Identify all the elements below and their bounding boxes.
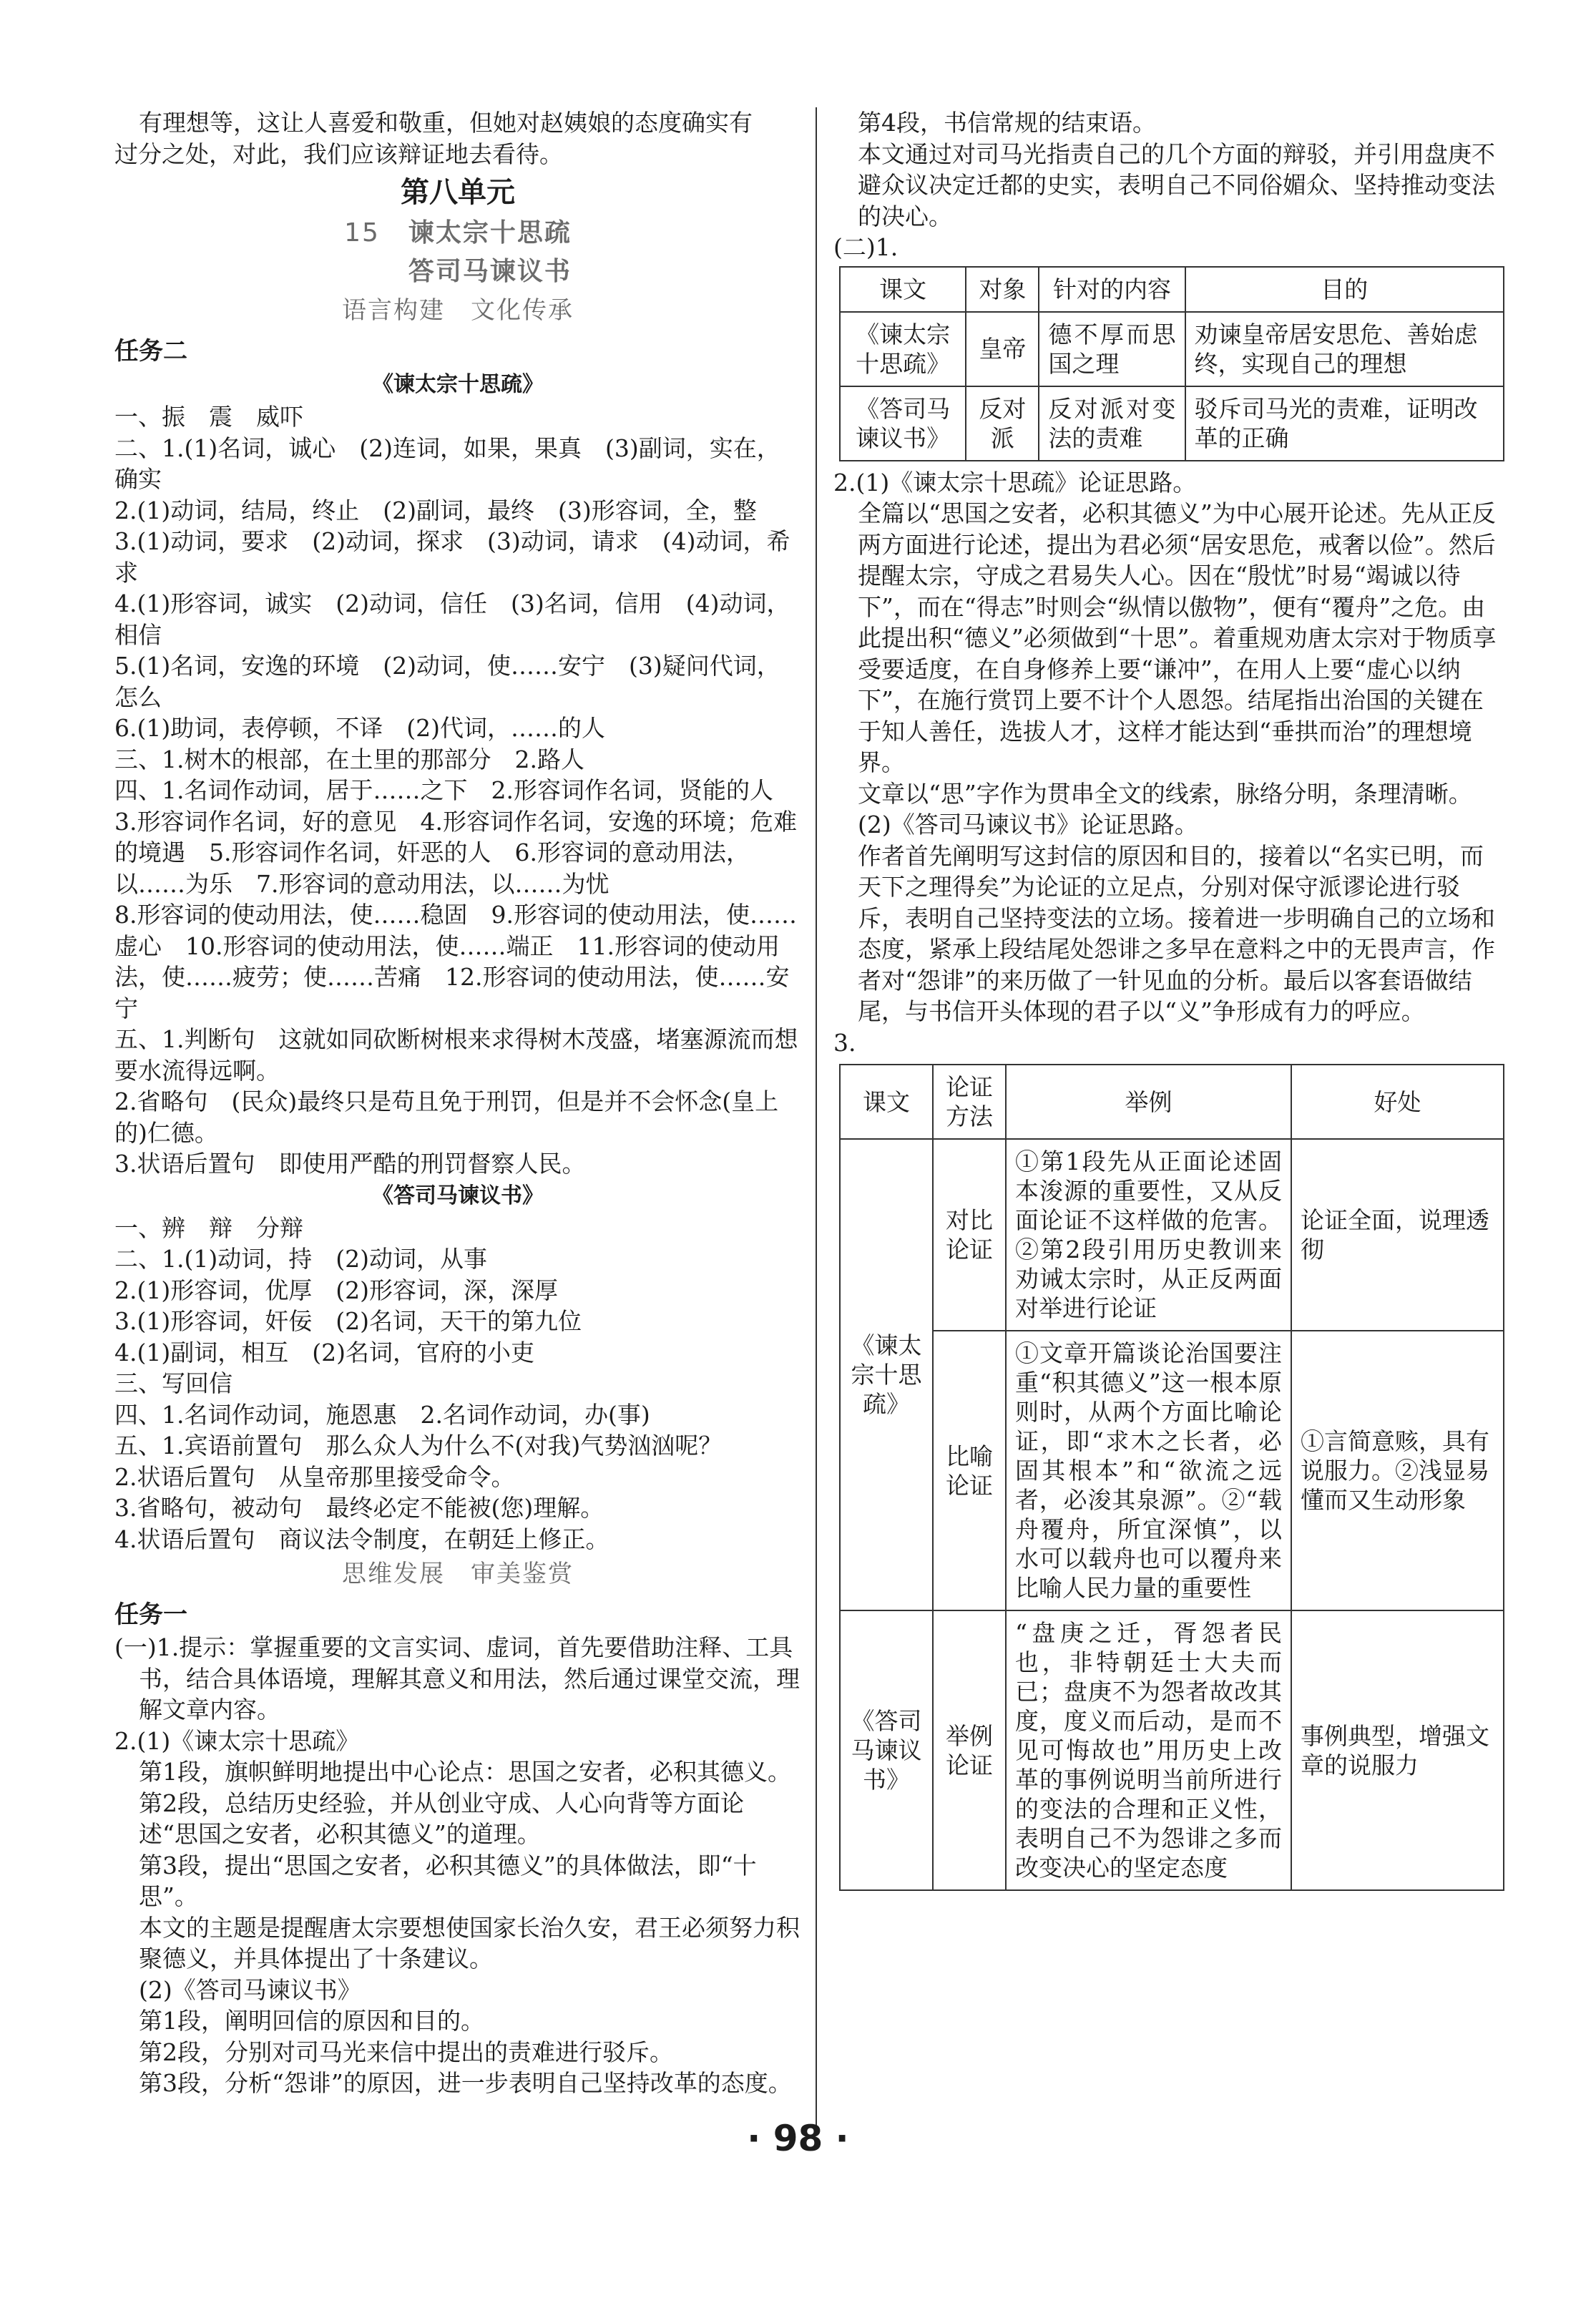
table-row bbox=[840, 1610, 1504, 1890]
table-cell: 事例典型，增强文章的说服力 bbox=[1291, 1610, 1504, 1890]
page-number: · 98 · bbox=[747, 2118, 849, 2159]
book-heading-da: 《答司马谏议书》 bbox=[372, 1183, 544, 1208]
table-header-row bbox=[840, 267, 1504, 312]
paragraph-summary: 第1段，阐明回信的原因和目的。 bbox=[139, 2007, 484, 2035]
q2-label: 2.(1)《谏太宗十思疏》论证思路。 bbox=[833, 468, 1197, 497]
table-header-cell: 课文 bbox=[840, 267, 966, 312]
table-cell: ①第1段先从正面论述固本浚源的重要性，又从反面论证不这样做的危害。②第2段引用历史教训来劝诫太宗时，从正反两面对举进行论证 bbox=[1006, 1139, 1291, 1331]
right-column bbox=[833, 107, 1502, 1891]
answer-line: 6.(1)助词，表停顿，不译 (2)代词，……的人 bbox=[114, 714, 605, 742]
column-divider bbox=[816, 107, 817, 2132]
table-header-cell: 目的 bbox=[1185, 267, 1504, 312]
answer-line: 2.(1)动词，结局，终止 (2)副词，最终 (3)形容词，全，整 bbox=[114, 496, 757, 524]
argument-paragraph: 作者首先阐明写这封信的原因和目的，接着以“名实已明，而天下之理得矣”为论证的立足点，分别对保守派谬论进行驳斥，表明自己坚持变法的立场。接着进一步明确自己的立场和态度，紧承上段结尾处怨诽之多早在意料之中的无畏声言，作者对“怨诽”的来历做了一针见血的分析。最后以客套语做结尾，与书信开头体现的君子以“义”争形成有力的呼应。 bbox=[858, 841, 1495, 1025]
table-row bbox=[840, 1139, 1504, 1331]
table-cell: 《答司马谏议书》 bbox=[840, 1610, 933, 1890]
table-header-cell: 针对的内容 bbox=[1039, 267, 1185, 312]
q1-label: (二)1. bbox=[833, 233, 899, 261]
answer-line: 一、辨 辩 分辩 bbox=[114, 1213, 303, 1242]
table-row bbox=[840, 386, 1504, 461]
paragraph-summary: 本文的主题是提醒唐太宗要想使国家长治久安，君王必须努力积聚德义，并具体提出了十条建议。 bbox=[139, 1913, 800, 1972]
answer-line: 2.状语后置句 从皇帝那里接受命令。 bbox=[114, 1462, 515, 1491]
answer-line: 3.(1)形容词，奸佞 (2)名词，天干的第九位 bbox=[114, 1307, 582, 1335]
table-cell: 劝谏皇帝居安思危、善始虑终，实现自己的理想 bbox=[1185, 312, 1504, 386]
table-header-cell: 对象 bbox=[966, 267, 1039, 312]
intro-line-1: 有理想等，这让人喜爱和敬重，但她对赵姨娘的态度确实有 bbox=[139, 109, 753, 137]
task-one-heading: 任务一 bbox=[114, 1600, 187, 1629]
table-cell: 论证全面，说理透彻 bbox=[1291, 1139, 1504, 1331]
table-cell: 反对派对变法的责难 bbox=[1039, 386, 1185, 461]
answer-line: 二、1.(1)名词，诚心 (2)连词，如果，果真 (3)副词，实在，确实 bbox=[114, 434, 780, 493]
intro-line-2: 过分之处，对此，我们应该辩证地去看待。 bbox=[114, 140, 563, 168]
book-heading-jian: 《谏太宗十思疏》 bbox=[372, 372, 544, 397]
answer-line: 二、1.(1)动词，持 (2)动词，从事 bbox=[114, 1245, 487, 1273]
answer-line: 五、1.判断句 这就如同砍断树根来求得树木茂盛，堵塞源流而想要水流得远啊。 bbox=[114, 1025, 798, 1085]
q2-label: 2.(1)《谏太宗十思疏》 bbox=[114, 1726, 360, 1755]
argument-paragraph: 全篇以“思国之安者，必积其德义”为中心展开论述。先从正反两方面进行论述，提出为君必须“居安思危，戒奢以俭”。然后提醒太宗，守成之君易失人心。因在“殷忧”时易“竭诚以待下”，而在“得志”时则会“纵情以傲物”，便有“覆舟”之危。由此提出积“德义”必须做到“十思”。着重规劝唐太宗对于物质享受要适度，在自身修养上要“谦冲”，在用人上要“虚心以纳下”，在施行赏罚上要不计个人恩怨。结尾指出治国的关键在于知人善任，选拔人才，这样才能达到“垂拱而治”的理想境界。 bbox=[858, 499, 1497, 776]
table-cell: “盘庚之迁，胥怨者民也，非特朝廷士大夫而已；盘庚不为怨者故改其度，度义而后动，是而不见可悔故也”用历史上改革的事例说明当前所进行的变法的合理和正义性，表明自己不为怨诽之多而改变决心的坚定态度 bbox=[1006, 1610, 1291, 1890]
answer-line: 4.(1)形容词，诚实 (2)动词，信任 (3)名词，信用 (4)动词，相信 bbox=[114, 590, 790, 649]
lesson-title-2 bbox=[114, 253, 801, 291]
answer-line: 5.(1)名词，安逸的环境 (2)动词，使……安宁 (3)疑问代词，怎么 bbox=[114, 652, 780, 711]
section-heading-thinking: 思维发展 审美鉴赏 bbox=[342, 1560, 574, 1588]
lesson-number: 15 bbox=[344, 218, 380, 248]
table-header-cell: 好处 bbox=[1291, 1065, 1504, 1139]
table-cell: 驳斥司马光的责难，证明改革的正确 bbox=[1185, 386, 1504, 461]
paragraph-summary: 第4段，书信常规的结束语。 bbox=[858, 109, 1156, 137]
table-row bbox=[840, 312, 1504, 386]
section-heading-language: 语言构建 文化传承 bbox=[342, 296, 574, 325]
answer-line: 四、1.名词作动词，居于……之下 2.形容词作名词，贤能的人 3.形容词作名词，好的意见 4.形容词作名词，安逸的环境；危难的境遇 5.形容词作名词，奸恶的人 6.形容词的意动用法，以……为乐 7.形容词的意动用法，以……为忧 bbox=[114, 776, 797, 898]
lesson-title-1 bbox=[114, 214, 801, 253]
argument-method-table bbox=[839, 1064, 1504, 1891]
table-cell: ①言简意赅，具有说服力。②浅显易懂而又生动形象 bbox=[1291, 1331, 1504, 1610]
paragraph-summary: 本文通过对司马光指责自己的几个方面的辩驳，并引用盘庚不避众议决定迁都的史实，表明自己不同俗媚众、坚持推动变法的决心。 bbox=[858, 140, 1495, 230]
paragraph-summary: 第2段，分别对司马光来信中提出的责难进行驳斥。 bbox=[139, 2038, 673, 2066]
answer-line: 五、1.宾语前置句 那么众人为什么不(对我)气势汹汹呢？ bbox=[114, 1432, 723, 1459]
table-cell: 反对派 bbox=[966, 386, 1039, 461]
left-column bbox=[114, 107, 801, 2099]
tips-paragraph: (一)1.提示：掌握重要的文言实词、虚词，首先要借助注释、工具书，结合具体语境，理解其意义和用法，然后通过课堂交流，理解文章内容。 bbox=[114, 1633, 800, 1723]
answer-line: 3.状语后置句 即使用严酷的刑罚督察人民。 bbox=[114, 1150, 586, 1178]
q2-label-2: (2)《答司马谏议书》论证思路。 bbox=[858, 811, 1198, 838]
table-row bbox=[840, 1331, 1504, 1610]
answer-line: 3.省略句，被动句 最终必定不能被(您)理解。 bbox=[114, 1494, 604, 1522]
table-header-cell: 举例 bbox=[1006, 1065, 1291, 1139]
q3-label: 3. bbox=[833, 1028, 856, 1057]
answer-line: 三、写回信 bbox=[114, 1369, 232, 1397]
table-header-cell: 论证方法 bbox=[933, 1065, 1006, 1139]
answer-line: 2.省略句 (民众)最终只是苟且免于刑罚，但是并不会怀念(皇上的)仁德。 bbox=[114, 1087, 779, 1147]
table-cell: 《答司马谏议书》 bbox=[840, 386, 966, 461]
answer-line: 3.(1)动词，要求 (2)动词，探求 (3)动词，请求 (4)动词，希求 bbox=[114, 527, 790, 587]
paragraph-summary: 第3段，提出“思国之安者，必积其德义”的具体做法，即“十思”。 bbox=[139, 1851, 757, 1910]
lesson-title-text-1: 谏太宗十思疏 bbox=[408, 218, 572, 248]
table-header-row bbox=[840, 1065, 1504, 1139]
unit-title: 第八单元 bbox=[401, 176, 515, 209]
table-cell: 《谏太宗十思疏》 bbox=[840, 1139, 933, 1610]
table-cell: ①文章开篇谈论治国要注重“积其德义”这一根本原则时，从两个方面比喻论证，即“求木之长者，必固其根本”和“欲流之远者，必浚其泉源”。②“载舟覆舟，所宜深慎”，以水可以载舟也可以覆舟来比喻人民力量的重要性 bbox=[1006, 1331, 1291, 1610]
comparison-table bbox=[839, 266, 1504, 461]
q2-label-2: (2)《答司马谏议书》 bbox=[139, 1975, 361, 2004]
table-cell: 比喻论证 bbox=[933, 1331, 1006, 1610]
answer-line: 4.状语后置句 商议法令制度，在朝廷上修正。 bbox=[114, 1525, 609, 1553]
table-cell: 德不厚而思国之理 bbox=[1039, 312, 1185, 386]
paragraph-summary: 第2段，总结历史经验，并从创业守成、人心向背等方面论述“思国之安者，必积其德义”的道理。 bbox=[139, 1789, 744, 1848]
answer-line: 一、振 震 威吓 bbox=[114, 403, 303, 431]
table-cell: 对比论证 bbox=[933, 1139, 1006, 1331]
task-two-heading: 任务二 bbox=[114, 337, 187, 366]
paragraph-summary: 第1段，旗帜鲜明地提出中心论点：思国之安者，必积其德义。 bbox=[139, 1758, 791, 1786]
table-cell: 举例论证 bbox=[933, 1610, 1006, 1890]
table-cell: 皇帝 bbox=[966, 312, 1039, 386]
lesson-title-text-2: 答司马谏议书 bbox=[408, 257, 572, 286]
answer-line: 三、1.树木的根部，在土里的那部分 2.路人 bbox=[114, 745, 584, 773]
argument-paragraph: 文章以“思”字作为贯串全文的线索，脉络分明，条理清晰。 bbox=[858, 779, 1472, 808]
answer-line: 四、1.名词作动词，施恩惠 2.名词作动词，办(事) bbox=[114, 1400, 650, 1429]
answer-line: 2.(1)形容词，优厚 (2)形容词，深，深厚 bbox=[114, 1276, 558, 1304]
answer-line: 4.(1)副词，相互 (2)名词，官府的小吏 bbox=[114, 1338, 534, 1366]
table-header-cell: 课文 bbox=[840, 1065, 933, 1139]
table-cell: 《谏太宗十思疏》 bbox=[840, 312, 966, 386]
paragraph-summary: 第3段，分析“怨诽”的原因，进一步表明自己坚持改革的态度。 bbox=[139, 2069, 792, 2097]
answer-line: 8.形容词的使动用法，使……稳固 9.形容词的使动用法，使……虚心 10.形容词的使动用法，使……端正 11.形容词的使动用法，使……疲劳；使……苦痛 12.形容词的使动用法，使……安宁 bbox=[114, 901, 797, 1022]
